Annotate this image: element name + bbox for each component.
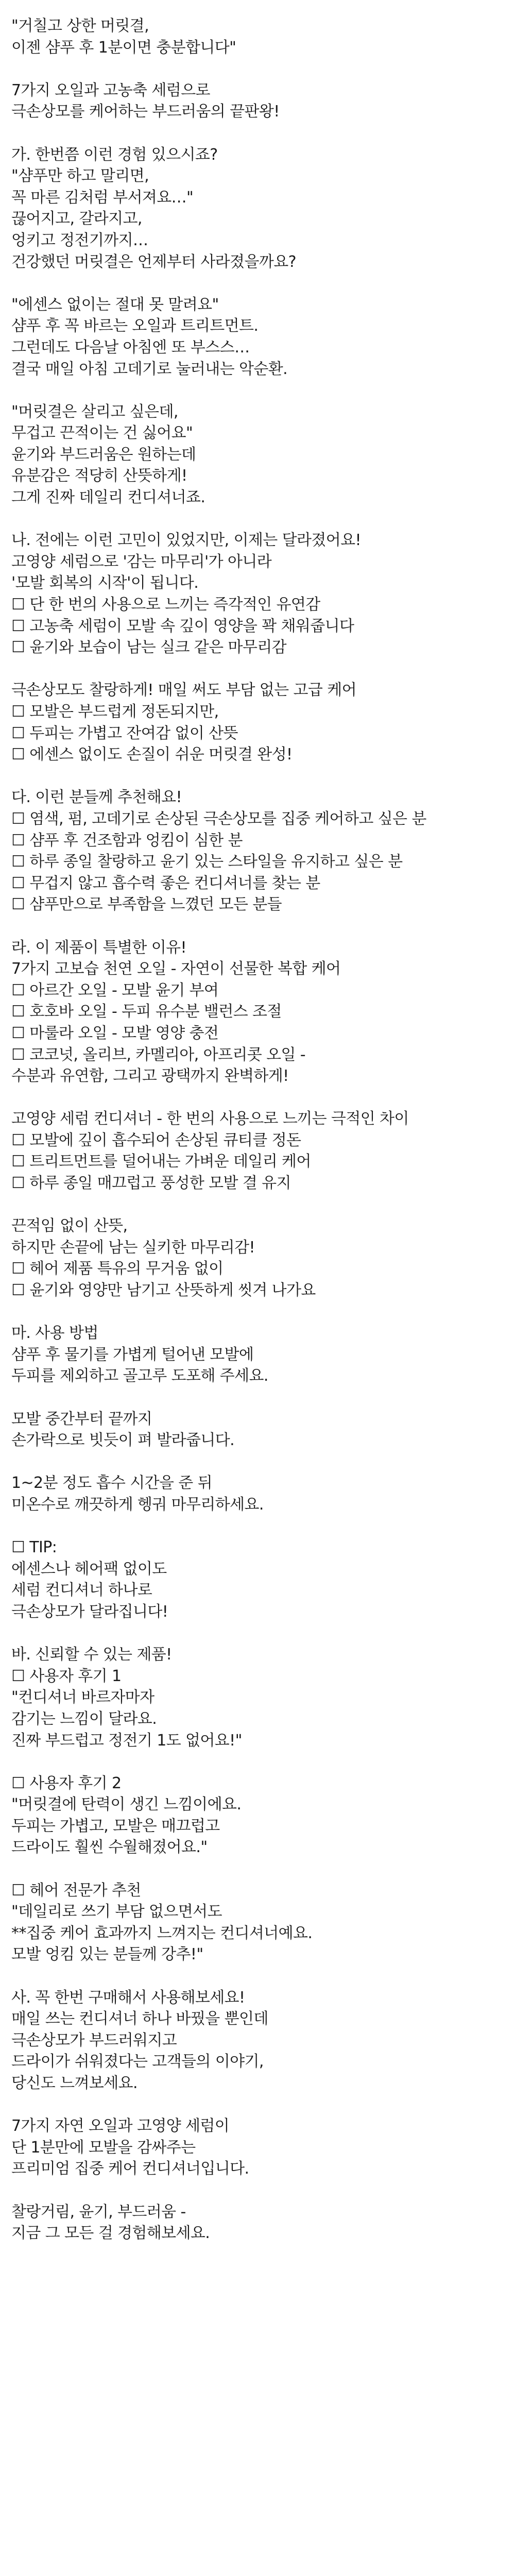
paragraph bbox=[11, 680, 506, 765]
text-line: 다. 이런 분들께 추천해요! bbox=[11, 788, 182, 807]
paragraph-gap bbox=[11, 58, 506, 80]
text-line: 수분과 유연함, 그리고 광택까지 완벽하게! bbox=[11, 1067, 289, 1086]
text-line: 모발 중간부터 끝까지 bbox=[11, 1410, 152, 1428]
paragraph bbox=[11, 2201, 506, 2244]
text-line: 세럼 컨디셔너 하나로 bbox=[11, 1581, 152, 1600]
text-line: "데일리로 쓰기 부담 없으면서도 bbox=[11, 1903, 222, 1921]
paragraph bbox=[11, 1215, 506, 1301]
text-line: 샴푸 후 물기를 가볍게 털어낸 모발에 bbox=[11, 1345, 254, 1364]
text-line: 건강했던 머릿결은 언제부터 사라졌을까요? bbox=[11, 252, 296, 271]
text-line: 엉키고 정전기까지… bbox=[11, 231, 148, 249]
paragraph bbox=[11, 1409, 506, 1451]
paragraph bbox=[11, 401, 506, 509]
text-line: ☐ 사용자 후기 1 bbox=[11, 1667, 122, 1685]
paragraph-gap bbox=[11, 1301, 506, 1323]
text-line: 매일 쓰는 컨디셔너 하나 바꿨을 뿐인데 bbox=[11, 2010, 268, 2028]
text-line: ☐ 코코넛, 올리브, 카멜리아, 아프리콧 오일 - bbox=[11, 1045, 306, 1064]
paragraph-gap bbox=[11, 1623, 506, 1645]
paragraph bbox=[11, 787, 506, 916]
text-line: 이젠 샴푸 후 1분이면 충분합니다" bbox=[11, 38, 236, 57]
text-line: 마. 사용 방법 bbox=[11, 1324, 98, 1343]
text-line: "머릿결에 탄력이 생긴 느낌이에요. bbox=[11, 1795, 242, 1814]
text-line: 7가지 고보습 천연 오일 - 자연이 선물한 복합 케어 bbox=[11, 960, 341, 978]
text-line: 단 1분만에 모발을 감싸주는 bbox=[11, 2138, 196, 2157]
text-line: ☐ 단 한 번의 사용으로 느끼는 즉각적인 유연감 bbox=[11, 596, 320, 614]
text-line: ☐ 모발은 부드럽게 정돈되지만, bbox=[11, 703, 219, 721]
paragraph bbox=[11, 937, 506, 1087]
paragraph-gap bbox=[11, 1387, 506, 1409]
text-line: ☐ 샴푸 후 건조함과 엉킴이 심한 분 bbox=[11, 831, 243, 850]
paragraph-gap bbox=[11, 123, 506, 144]
text-line: ☐ 윤기와 영양만 남기고 산뜻하게 씻겨 나가요 bbox=[11, 1281, 316, 1300]
text-line: ☐ 하루 종일 찰랑하고 윤기 있는 스타일을 유지하고 싶은 분 bbox=[11, 853, 403, 871]
text-line: ☐ 트리트먼트를 덜어내는 가벼운 데일리 케어 bbox=[11, 1153, 311, 1171]
paragraph bbox=[11, 1773, 506, 1858]
text-line: "에센스 없이는 절대 못 말려요" bbox=[11, 295, 219, 314]
paragraph-gap bbox=[11, 658, 506, 680]
paragraph-gap bbox=[11, 1751, 506, 1773]
paragraph-gap bbox=[11, 766, 506, 787]
paragraph-gap bbox=[11, 1451, 506, 1473]
paragraph-gap bbox=[11, 380, 506, 401]
text-line: 고영양 세럼 컨디셔너 - 한 번의 사용으로 느끼는 극적인 차이 bbox=[11, 1110, 409, 1128]
text-line: 7가지 오일과 고농축 세럼으로 bbox=[11, 81, 210, 99]
text-line: 극손상모를 케어하는 부드러움의 끝판왕! bbox=[11, 103, 280, 121]
text-line: ☐ 윤기와 보습이 남는 실크 같은 마무리감 bbox=[11, 638, 286, 657]
paragraph-gap bbox=[11, 1965, 506, 1987]
paragraph bbox=[11, 2115, 506, 2180]
text-line: ☐ 호호바 오일 - 두피 유수분 밸런스 조절 bbox=[11, 1003, 282, 1021]
text-line: ☐ 샴푸만으로 부족함을 느꼈던 모든 분들 bbox=[11, 895, 282, 914]
text-line: 하지만 손끝에 남는 실키한 마무리감! bbox=[11, 1238, 255, 1257]
text-line: **집중 케어 효과까지 느껴지는 컨디셔너예요. bbox=[11, 1924, 313, 1942]
document-body bbox=[11, 15, 506, 2244]
text-line: 진짜 부드럽고 정전기 1도 없어요!" bbox=[11, 1731, 242, 1750]
text-line: 드라이가 쉬워졌다는 고객들의 이야기, bbox=[11, 2053, 264, 2071]
text-line: "머릿결은 살리고 싶은데, bbox=[11, 402, 178, 421]
text-line: 지금 그 모든 걸 경험해보세요. bbox=[11, 2224, 210, 2243]
text-line: 드라이도 훨씬 수월해졌어요." bbox=[11, 1838, 208, 1857]
text-line: ☐ TIP: bbox=[11, 1538, 57, 1557]
paragraph bbox=[11, 1644, 506, 1751]
paragraph bbox=[11, 530, 506, 658]
text-line: 손가락으로 빗듯이 펴 발라줍니다. bbox=[11, 1431, 235, 1450]
text-line: ☐ 두피는 가볍고 잔여감 없이 산뜻 bbox=[11, 724, 238, 742]
text-line: ☐ 사용자 후기 2 bbox=[11, 1774, 122, 1792]
paragraph-gap bbox=[11, 1087, 506, 1109]
text-line: ☐ 무겁지 않고 흡수력 좋은 컨디셔너를 찾는 분 bbox=[11, 874, 320, 892]
paragraph-gap bbox=[11, 916, 506, 937]
text-line: 극손상모도 찰랑하게! 매일 써도 부담 없는 고급 케어 bbox=[11, 681, 356, 700]
text-line: 찰랑거림, 윤기, 부드러움 - bbox=[11, 2202, 186, 2221]
text-line: '모발 회복의 시작'이 됩니다. bbox=[11, 574, 199, 592]
text-line: 미온수로 깨끗하게 헹궈 마무리하세요. bbox=[11, 1495, 264, 1514]
text-line: 감기는 느낌이 달라요. bbox=[11, 1709, 157, 1728]
paragraph bbox=[11, 1987, 506, 2094]
text-line: ☐ 아르간 오일 - 모발 윤기 부여 bbox=[11, 981, 219, 999]
text-line: 끊어지고, 갈라지고, bbox=[11, 210, 142, 228]
paragraph bbox=[11, 1108, 506, 1194]
paragraph bbox=[11, 1537, 506, 1622]
text-line: 가. 한번쯤 이런 경험 있으시죠? bbox=[11, 145, 218, 164]
text-line: 두피를 제외하고 골고루 도포해 주세요. bbox=[11, 1367, 268, 1385]
paragraph-gap bbox=[11, 1516, 506, 1537]
text-line: "컨디셔너 바르자마자 bbox=[11, 1688, 154, 1707]
text-line: 결국 매일 아침 고데기로 눌러내는 악순환. bbox=[11, 360, 288, 378]
text-line: 나. 전에는 이런 고민이 있었지만, 이제는 달라졌어요! bbox=[11, 531, 361, 550]
text-line: 그게 진짜 데일리 컨디셔너죠. bbox=[11, 488, 205, 507]
text-line: 샴푸 후 꼭 바르는 오일과 트리트먼트. bbox=[11, 317, 259, 335]
paragraph-gap bbox=[11, 1858, 506, 1880]
text-line: 유분감은 적당히 산뜻하게! bbox=[11, 467, 187, 485]
paragraph-gap bbox=[11, 2180, 506, 2201]
paragraph-gap bbox=[11, 509, 506, 530]
paragraph bbox=[11, 294, 506, 380]
text-line: ☐ 고농축 세럼이 모발 속 깊이 영양을 꽉 채워줍니다 bbox=[11, 617, 354, 635]
text-line: 프리미엄 집중 케어 컨디셔너입니다. bbox=[11, 2160, 249, 2178]
text-line: 극손상모가 달라집니다! bbox=[11, 1602, 168, 1621]
text-line: 에센스나 헤어팩 없이도 bbox=[11, 1560, 167, 1578]
paragraph bbox=[11, 1472, 506, 1515]
text-line: 무겁고 끈적이는 건 싫어요" bbox=[11, 424, 193, 443]
text-line: ☐ 헤어 전문가 추천 bbox=[11, 1881, 141, 1900]
text-line: 윤기와 부드러움은 원하는데 bbox=[11, 445, 196, 464]
text-line: 바. 신뢰할 수 있는 제품! bbox=[11, 1646, 172, 1664]
text-line: 꼭 마른 김처럼 부서져요…" bbox=[11, 188, 194, 207]
paragraph bbox=[11, 144, 506, 273]
text-line: "거칠고 상한 머릿결, bbox=[11, 17, 149, 35]
paragraph-gap bbox=[11, 2094, 506, 2116]
text-line: 극손상모가 부드러워지고 bbox=[11, 2031, 177, 2049]
paragraph bbox=[11, 1880, 506, 1965]
text-line: 사. 꼭 한번 구매해서 사용해보세요! bbox=[11, 1988, 245, 2007]
text-line: "샴푸만 하고 말리면, bbox=[11, 167, 149, 185]
paragraph bbox=[11, 1323, 506, 1387]
paragraph-gap bbox=[11, 1194, 506, 1216]
text-line: ☐ 에센스 없이도 손질이 쉬운 머릿결 완성! bbox=[11, 745, 293, 764]
text-line: ☐ 마룰라 오일 - 모발 영양 충전 bbox=[11, 1024, 219, 1042]
text-line: 그런데도 다음날 아침엔 또 부스스… bbox=[11, 338, 250, 357]
paragraph bbox=[11, 15, 506, 58]
text-line: ☐ 염색, 펌, 고데기로 손상된 극손상모를 집중 케어하고 싶은 분 bbox=[11, 809, 426, 828]
text-line: 당신도 느껴보세요. bbox=[11, 2074, 138, 2092]
text-line: 고영양 세럼으로 '감는 마무리'가 아니라 bbox=[11, 552, 272, 571]
text-line: 1~2분 정도 흡수 시간을 준 뒤 bbox=[11, 1474, 212, 1493]
text-line: ☐ 하루 종일 매끄럽고 풍성한 모발 결 유지 bbox=[11, 1174, 291, 1193]
paragraph bbox=[11, 80, 506, 123]
text-line: ☐ 모발에 깊이 흡수되어 손상된 큐티클 정돈 bbox=[11, 1131, 301, 1149]
text-line: ☐ 헤어 제품 특유의 무거움 없이 bbox=[11, 1260, 224, 1278]
text-line: 모발 엉킴 있는 분들께 강추!" bbox=[11, 1945, 203, 1964]
text-line: 끈적임 없이 산뜻, bbox=[11, 1217, 128, 1235]
text-line: 라. 이 제품이 특별한 이유! bbox=[11, 938, 186, 957]
text-line: 두피는 가볍고, 모발은 매끄럽고 bbox=[11, 1817, 220, 1835]
paragraph-gap bbox=[11, 273, 506, 294]
text-line: 7가지 자연 오일과 고영양 세럼이 bbox=[11, 2117, 230, 2136]
